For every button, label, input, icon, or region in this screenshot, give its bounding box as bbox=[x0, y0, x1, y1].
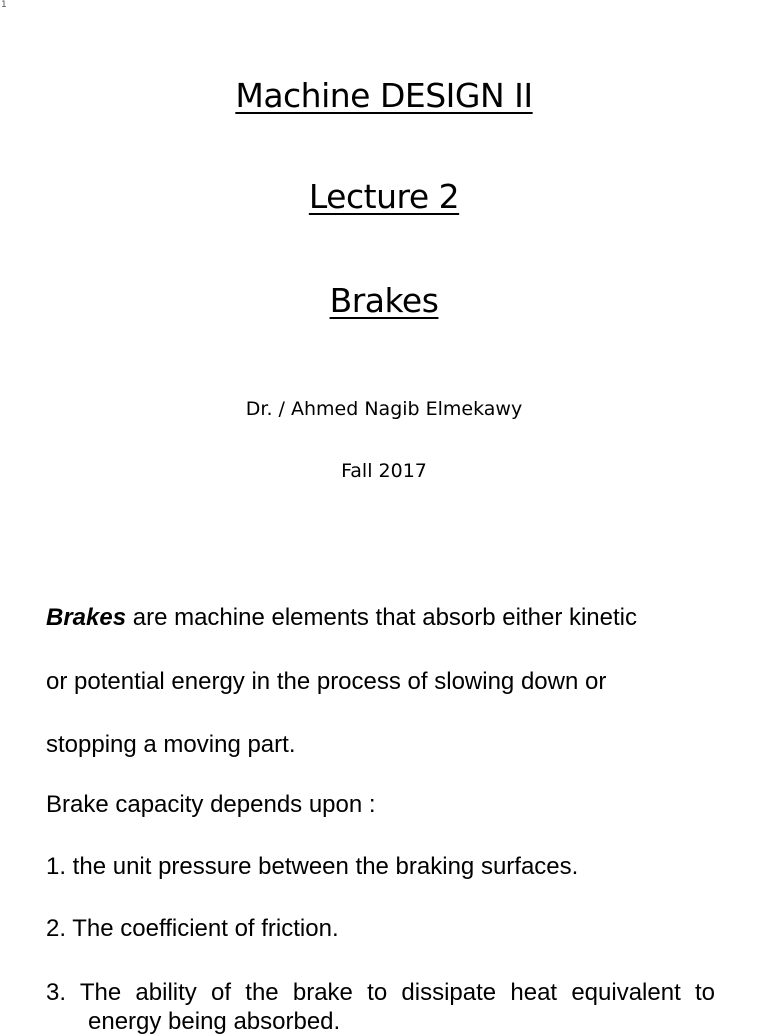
definition-line-2: or potential energy in the process of slowing down or bbox=[46, 668, 607, 695]
definition-line-1-text: are machine elements that absorb either kinetic bbox=[126, 604, 637, 631]
definition-line-3: stopping a moving part. bbox=[46, 731, 296, 758]
author-name: Dr. / Ahmed Nagib Elmekawy bbox=[245, 398, 523, 420]
course-title: Machine DESIGN II bbox=[235, 76, 533, 115]
page-number: 1 bbox=[1, 0, 7, 10]
factor-item-2: 2. The coefficient of friction. bbox=[46, 915, 339, 942]
factor-item-1: 1. the unit pressure between the braking surfaces. bbox=[46, 853, 579, 880]
topic-title: Brakes bbox=[329, 281, 439, 320]
factor-item-3-continued: energy being absorbed. bbox=[88, 1008, 341, 1035]
capacity-heading: Brake capacity depends upon : bbox=[46, 791, 376, 818]
definition-line-1 bbox=[46, 604, 637, 632]
term-date: Fall 2017 bbox=[341, 460, 427, 482]
defined-term: Brakes bbox=[46, 604, 127, 631]
lecture-title: Lecture 2 bbox=[308, 177, 460, 216]
factor-item-3: 3. The ability of the brake to dissipate heat equivalent to bbox=[46, 979, 715, 1006]
